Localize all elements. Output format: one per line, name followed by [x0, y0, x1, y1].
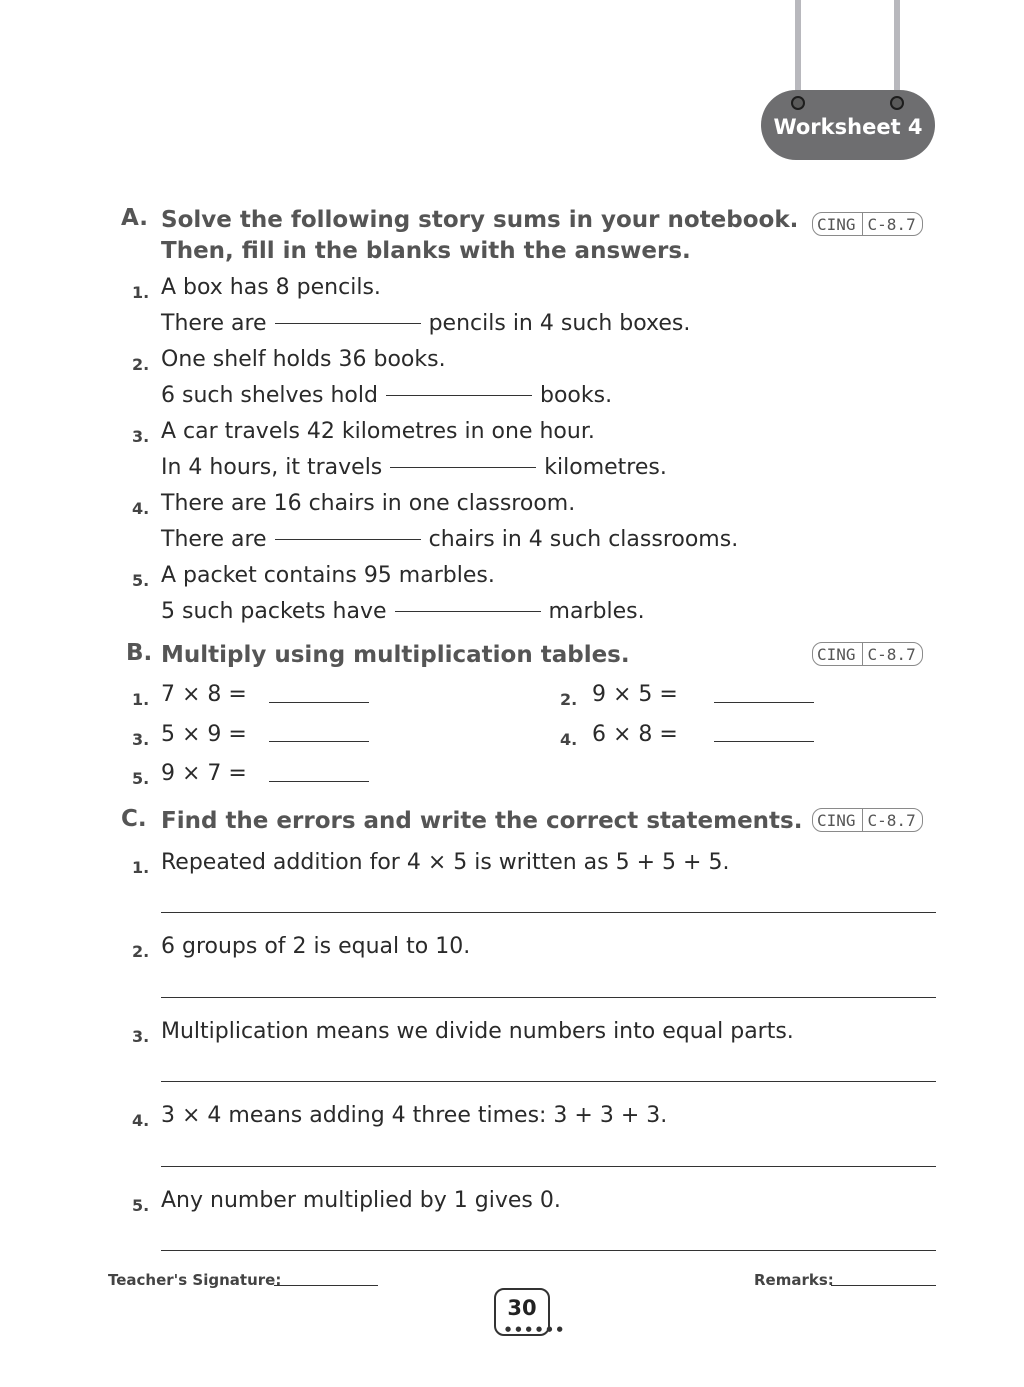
badge-code: C-8.7: [867, 214, 916, 234]
multiplication-expression: 6 × 8 =: [592, 722, 678, 747]
answer-blank[interactable]: [275, 322, 421, 324]
fill-blank-line: [161, 311, 690, 336]
item-number: 5.: [132, 769, 150, 788]
section-a-title-line2: Then, fill in the blanks with the answers.: [161, 238, 691, 264]
multiplication-expression: 7 × 8 =: [161, 682, 247, 707]
answer-blank[interactable]: [269, 741, 369, 742]
fill-blank-line: [161, 455, 667, 480]
answer-blank[interactable]: [275, 538, 421, 540]
tag-ring-right: [890, 96, 904, 110]
item-number: 4.: [132, 499, 150, 518]
item-number: 5.: [132, 1196, 150, 1215]
section-a-cing-badge: [812, 212, 923, 236]
fill-blank-line: [161, 527, 738, 552]
answer-blank[interactable]: [390, 466, 536, 468]
blank-suffix: kilometres.: [544, 455, 667, 480]
badge-cing: CING: [813, 643, 863, 665]
worksheet-title: Worksheet 4: [773, 115, 923, 139]
error-statement: Repeated addition for 4 × 5 is written as 5 + 5 + 5.: [161, 850, 730, 875]
blank-suffix: marbles.: [548, 599, 645, 624]
answer-line[interactable]: [161, 1166, 936, 1167]
blank-prefix: There are: [161, 527, 267, 552]
item-number: 3.: [132, 1027, 150, 1046]
answer-blank[interactable]: [269, 702, 369, 703]
section-a-letter: A.: [121, 205, 148, 231]
tag-hanger-left: [795, 0, 801, 92]
worksheet-tag: [761, 90, 935, 160]
item-number: 2.: [132, 942, 150, 961]
answer-blank[interactable]: [269, 781, 369, 782]
answer-blank[interactable]: [714, 741, 814, 742]
story-question: A box has 8 pencils.: [161, 275, 381, 300]
blank-prefix: In 4 hours, it travels: [161, 455, 383, 480]
page-number: 30: [507, 1296, 537, 1320]
tag-ring-left: [791, 96, 805, 110]
answer-line[interactable]: [161, 1081, 936, 1082]
story-question: A car travels 42 kilometres in one hour.: [161, 419, 595, 444]
item-number: 1.: [132, 690, 150, 709]
multiplication-expression: 9 × 5 =: [592, 682, 678, 707]
item-number: 3.: [132, 427, 150, 446]
teacher-signature-line[interactable]: [274, 1285, 378, 1286]
answer-blank[interactable]: [386, 394, 532, 396]
error-statement: Multiplication means we divide numbers into equal parts.: [161, 1019, 794, 1044]
answer-blank[interactable]: [395, 610, 541, 612]
section-c-title: Find the errors and write the correct statements.: [161, 808, 803, 834]
item-number: 3.: [132, 730, 150, 749]
fill-blank-line: [161, 599, 645, 624]
item-number: 5.: [132, 571, 150, 590]
answer-line[interactable]: [161, 912, 936, 913]
section-b-title: Multiply using multiplication tables.: [161, 642, 630, 668]
blank-prefix: 5 such packets have: [161, 599, 387, 624]
multiplication-expression: 9 × 7 =: [161, 761, 247, 786]
multiplication-expression: 5 × 9 =: [161, 722, 247, 747]
remarks-line[interactable]: [831, 1285, 936, 1286]
section-b-cing-badge: [812, 642, 923, 666]
badge-cing: CING: [813, 213, 863, 235]
item-number: 4.: [560, 730, 578, 749]
story-question: A packet contains 95 marbles.: [161, 563, 495, 588]
page-badge-dots-icon: ● ● ● ● ● ●: [505, 1325, 564, 1333]
badge-code: C-8.7: [867, 810, 916, 830]
teacher-signature-label: Teacher's Signature:: [108, 1271, 282, 1289]
item-number: 2.: [132, 355, 150, 374]
answer-blank[interactable]: [714, 702, 814, 703]
blank-suffix: books.: [539, 383, 613, 408]
error-statement: 6 groups of 2 is equal to 10.: [161, 934, 471, 959]
story-question: One shelf holds 36 books.: [161, 347, 446, 372]
section-b-letter: B.: [126, 640, 153, 666]
blank-prefix: 6 such shelves hold: [161, 383, 378, 408]
item-number: 4.: [132, 1111, 150, 1130]
blank-suffix: pencils in 4 such boxes.: [428, 311, 691, 336]
answer-line[interactable]: [161, 1250, 936, 1251]
section-a-title-line1: Solve the following story sums in your notebook.: [161, 207, 799, 233]
badge-cing: CING: [813, 809, 863, 831]
item-number: 1.: [132, 858, 150, 877]
blank-prefix: There are: [161, 311, 267, 336]
blank-suffix: chairs in 4 such classrooms.: [428, 527, 739, 552]
badge-code: C-8.7: [867, 644, 916, 664]
section-c-letter: C.: [121, 806, 147, 832]
section-c-cing-badge: [812, 808, 923, 832]
item-number: 1.: [132, 283, 150, 302]
remarks-label: Remarks:: [754, 1271, 834, 1289]
fill-blank-line: [161, 383, 612, 408]
error-statement: 3 × 4 means adding 4 three times: 3 + 3 + 3.: [161, 1103, 668, 1128]
item-number: 2.: [560, 690, 578, 709]
tag-hanger-right: [894, 0, 900, 92]
error-statement: Any number multiplied by 1 gives 0.: [161, 1188, 561, 1213]
story-question: There are 16 chairs in one classroom.: [161, 491, 576, 516]
answer-line[interactable]: [161, 997, 936, 998]
